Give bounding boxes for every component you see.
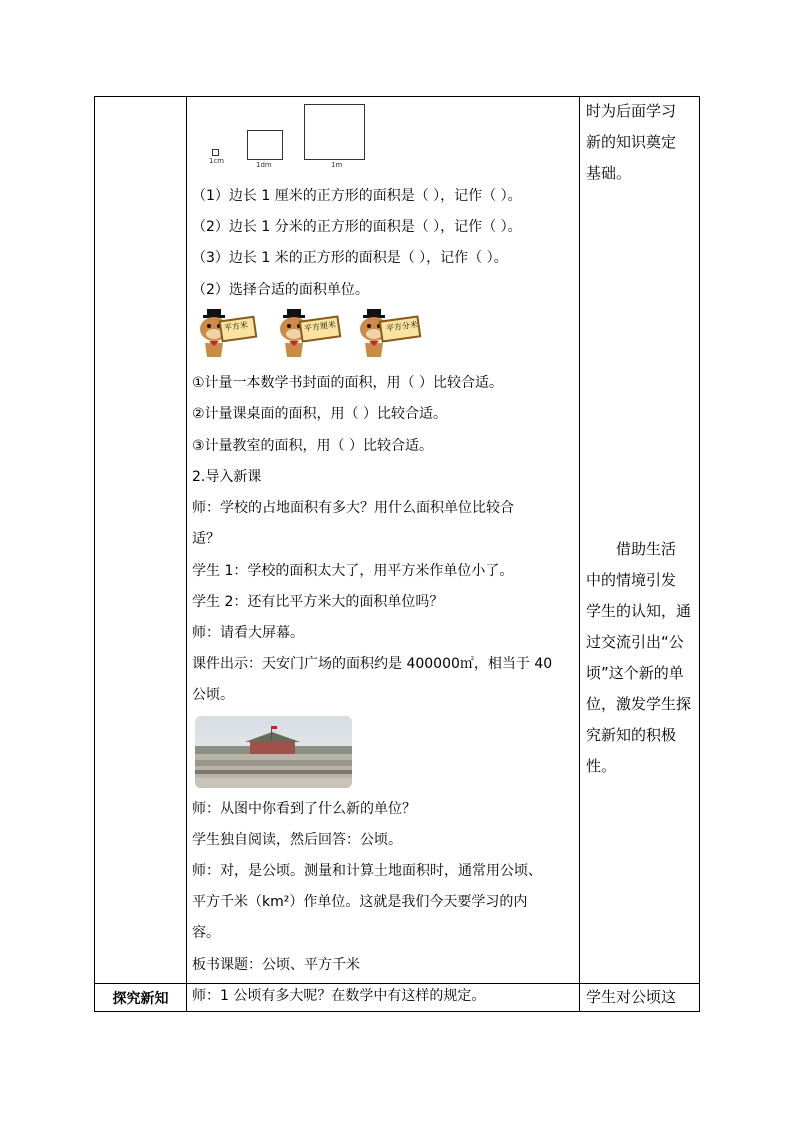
question-1cm: （1）边长 1 厘米的正方形的面积是（ ），记作（ ）。 [192,188,522,204]
section-intro-heading: 2.导入新课 [192,469,262,485]
mascot-illustrations [193,307,428,362]
side-mid-line-5: 顷”这个新的单 [586,664,684,682]
teacher-question: 师：学校的占地面积有多大？用什么面积单位比较合 [192,500,514,516]
side-top-line-1: 时为后面学习 [586,102,677,120]
board-title: 板书课题：公顷、平方千米 [192,957,360,973]
student-2-answer: 学生 2：还有比平方米大的面积单位吗？ [192,594,444,610]
side-mid-line-4: 过交流引出“公 [586,633,684,651]
square-1dm-label: 1dm [256,161,272,169]
sign-square-decimeter: 平方分米 [385,319,419,334]
courseware-text-cont: 公顷。 [192,687,234,703]
student-1-answer: 学生 1：学校的面积太大了，用平方米作单位小了。 [192,563,514,579]
choice-desk: ②计量课桌面的面积，用（ ）比较合适。 [192,406,447,422]
side-mid-line-7: 究新知的积极 [586,726,677,744]
teacher-explanation-end: 容。 [192,925,220,941]
choice-classroom: ③计量教室的面积，用（ ）比较合适。 [192,438,433,454]
teacher-new-unit-question: 师：从图中你看到了什么新的单位？ [192,801,416,817]
row-label-explore: 探究新知 [112,991,169,1007]
table-col-divider-1 [186,96,187,1012]
square-1cm-label: 1cm [209,157,225,165]
side-mid-line-8: 性。 [586,757,617,775]
side-mid-line-3: 学生的认知，通 [586,602,692,620]
teacher-screen: 师：请看大屏幕。 [192,625,304,641]
explore-question: 师：1 公顷有多大呢？在数学中有这样的规定。 [192,988,486,1004]
student-read-answer: 学生独自阅读，然后回答：公顷。 [192,832,402,848]
side-top-line-2: 新的知识奠定 [586,133,677,151]
side-mid-line-6: 位，激发学生探 [586,695,692,713]
side-top-line-3: 基础。 [586,164,632,182]
question-1m: （3）边长 1 米的正方形的面积是（ ），记作（ ）。 [192,250,508,266]
sign-square-centimeter: 平方厘米 [303,319,337,334]
table-right-border [699,96,700,1012]
table-left-border [94,96,95,1012]
teacher-question-cont: 适？ [192,531,220,547]
side-bottom-line: 学生对公顷这 [586,988,677,1006]
question-1dm: （2）边长 1 分米的正方形的面积是（ ），记作（ ）。 [192,219,522,235]
sign-square-meter: 平方米 [223,320,249,333]
square-1m-label: 1m [331,161,343,169]
side-note-bottom [586,982,676,1013]
side-mid-line-2: 中的情境引发 [586,571,677,589]
side-note-top [586,96,676,189]
choose-unit-heading: （2）选择合适的面积单位。 [192,282,369,298]
teacher-explanation: 师：对，是公顷。测量和计算土地面积时，通常用公顷、 [192,863,542,879]
side-note-mid [586,534,691,782]
photo-image [195,716,352,788]
square-1cm [212,149,219,156]
square-1m [304,104,365,160]
side-mid-line-1: 借助生活 [586,540,677,558]
square-1dm [247,130,283,160]
table-col-divider-2 [579,96,580,1012]
courseware-text: 课件出示：天安门广场的面积约是 400000㎡，相当于 40 [192,656,553,672]
choice-book-cover: ①计量一本数学书封面的面积，用（ ）比较合适。 [192,375,503,391]
teacher-explanation-cont: 平方千米（km²）作单位。这就是我们今天要学习的内 [192,894,528,910]
tiananmen-square-photo [195,716,352,788]
